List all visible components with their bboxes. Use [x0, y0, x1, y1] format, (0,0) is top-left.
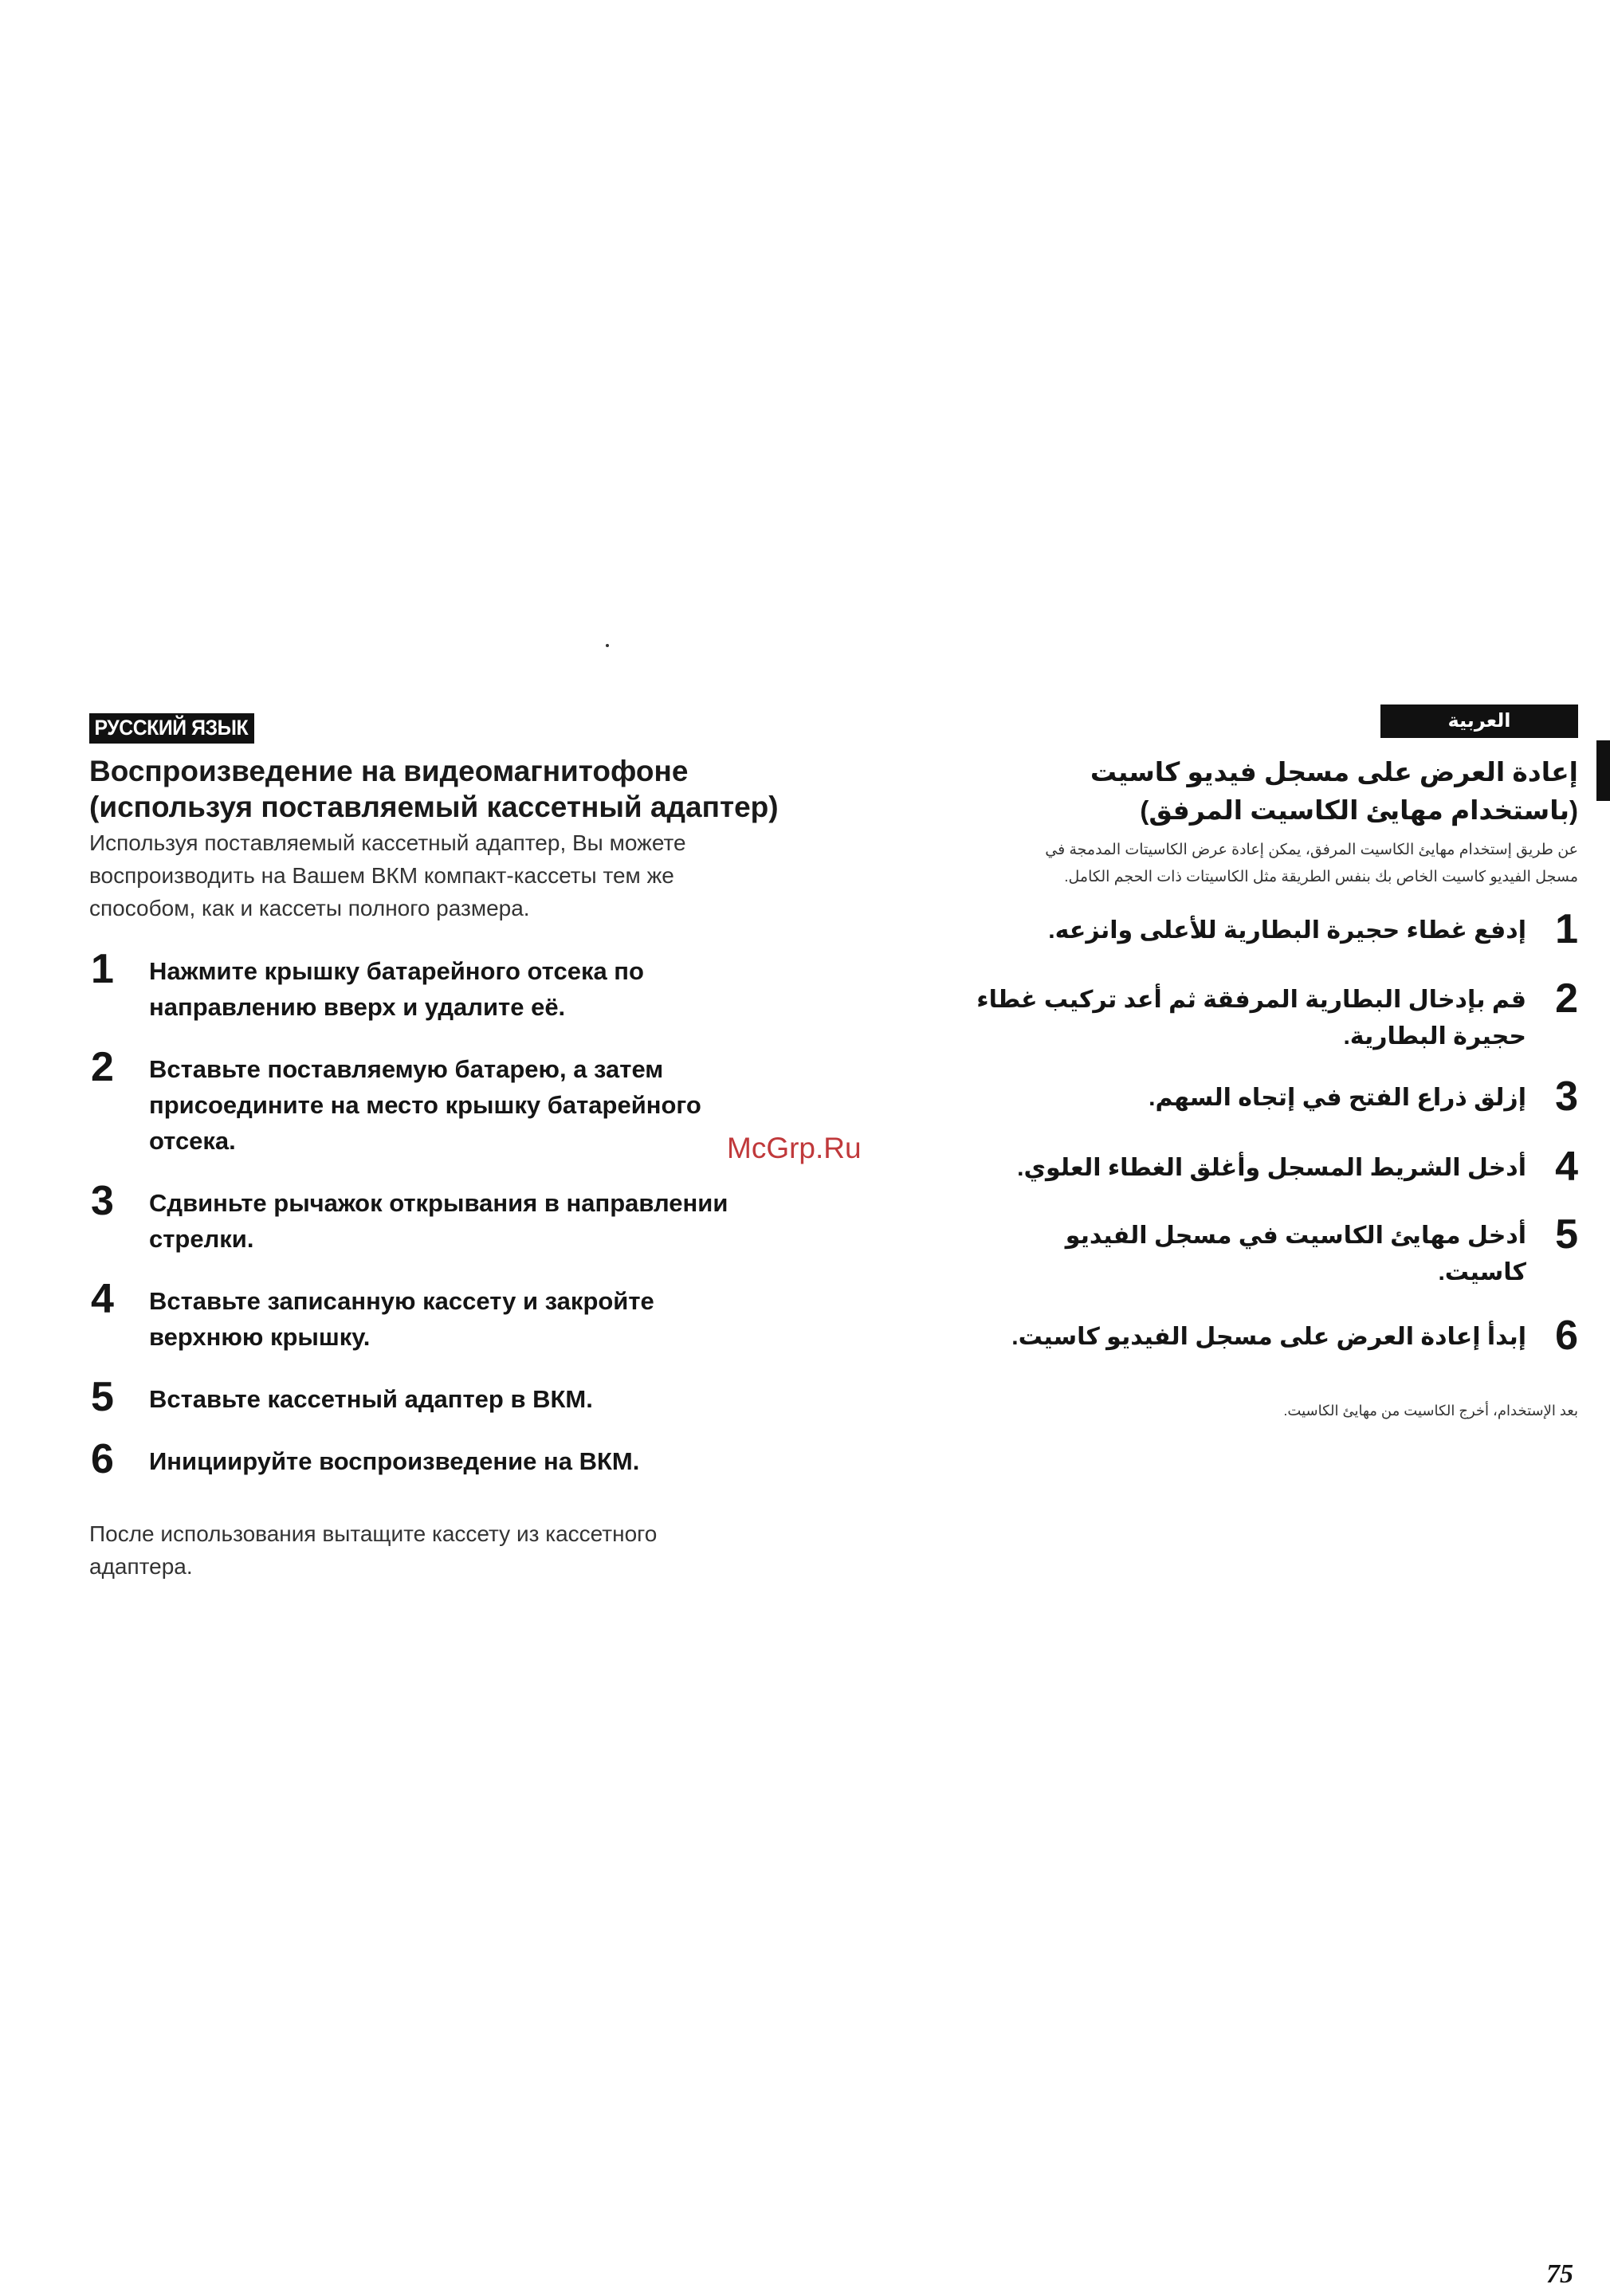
- arabic-step-4: 4 أدخل الشريط المسجل وأغلق الغطاء العلوي.: [1017, 1144, 1578, 1190]
- step-number: 3: [91, 1178, 114, 1224]
- russian-step-3: 3 Сдвиньте рычажок открывания в направлении стрелки.: [91, 1178, 728, 1253]
- step-number: 1: [91, 946, 114, 992]
- russian-after-use-note: После использования вытащите кассету из кассетного адаптера.: [89, 1521, 658, 1579]
- step-number: 5: [91, 1374, 114, 1420]
- arabic-step-2: 2 قم بإدخال البطارية المرفقة ثم أعد تركيب غطاء حجيرة البطارية.: [976, 975, 1578, 1050]
- page-number: 75: [1546, 2259, 1573, 2289]
- russian-step-4: 4 Вставьте записанную кассету и закройте верхнюю крышку.: [91, 1276, 654, 1351]
- arabic-title: إعادة العرض على مسجل فيديو كاسيت (باستخدام مهايئ الكاسيت المرفق): [1090, 757, 1578, 825]
- watermark: McGrp.Ru: [727, 1132, 862, 1164]
- step-number: 6: [1555, 1313, 1578, 1359]
- russian-step-2: 2 Вставьте поставляемую батарею, а затем присоедините на место крышку батарейного отсека.: [91, 1044, 701, 1155]
- russian-steps-list: [89, 946, 886, 1482]
- edge-index-tab: [1596, 740, 1610, 801]
- step-number: 6: [91, 1436, 114, 1482]
- step-number: 1: [1555, 906, 1578, 952]
- step-number: 4: [91, 1276, 114, 1322]
- arabic-step-5: 5 أدخل مهايئ الكاسيت في مسجل الفيديو كاسيت.: [1065, 1211, 1578, 1285]
- russian-intro: Используя поставляемый кассетный адаптер, Вы можете воспроизводить на Вашем ВКМ компакт-кассеты тем же способом, как и кассеты полного размера.: [89, 830, 686, 920]
- russian-step-1: 1 Нажмите крышку батарейного отсека по направлению вверх и удалите её.: [91, 946, 644, 1021]
- arabic-step-1: 1 إدفع غطاء حجيرة البطارية للأعلى وانزعه.: [1048, 906, 1578, 952]
- arabic-step-6: 6 إبدأ إعادة العرض على مسجل الفيديو كاسيت.: [1011, 1313, 1578, 1359]
- russian-title: Воспроизведение на видеомагнитофоне (используя поставляемый кассетный адаптер): [89, 755, 779, 823]
- russian-step-6: 6 Инициируйте воспроизведение на ВКМ.: [91, 1436, 640, 1482]
- russian-step-5: 5 Вставьте кассетный адаптер в ВКМ.: [91, 1374, 593, 1420]
- scan-speck: [606, 644, 609, 647]
- arabic-after-use-note: بعد الإستخدام، أخرج الكاسيت من مهايئ الكاسيت.: [1283, 1403, 1578, 1419]
- step-number: 3: [1555, 1073, 1578, 1120]
- step-number: 4: [1555, 1144, 1578, 1190]
- step-number: 5: [1555, 1211, 1578, 1258]
- arabic-step-3: 3 إزلق ذراع الفتح في إتجاه السهم.: [1149, 1073, 1578, 1120]
- arabic-language-badge: العربية: [1380, 704, 1578, 738]
- russian-language-badge: РУССКИЙ ЯЗЫК: [89, 713, 254, 744]
- arabic-intro: عن طريق إستخدام مهايئ الكاسيت المرفق، يمكن إعادة عرض الكاسيتات المدمجة في مسجل الفيديو كاسيت الخاص بك بنفس الطريقة مثل الكاسيتات ذات الحجم الكامل.: [1045, 842, 1578, 885]
- step-number: 2: [1555, 975, 1578, 1022]
- step-number: 2: [91, 1044, 114, 1090]
